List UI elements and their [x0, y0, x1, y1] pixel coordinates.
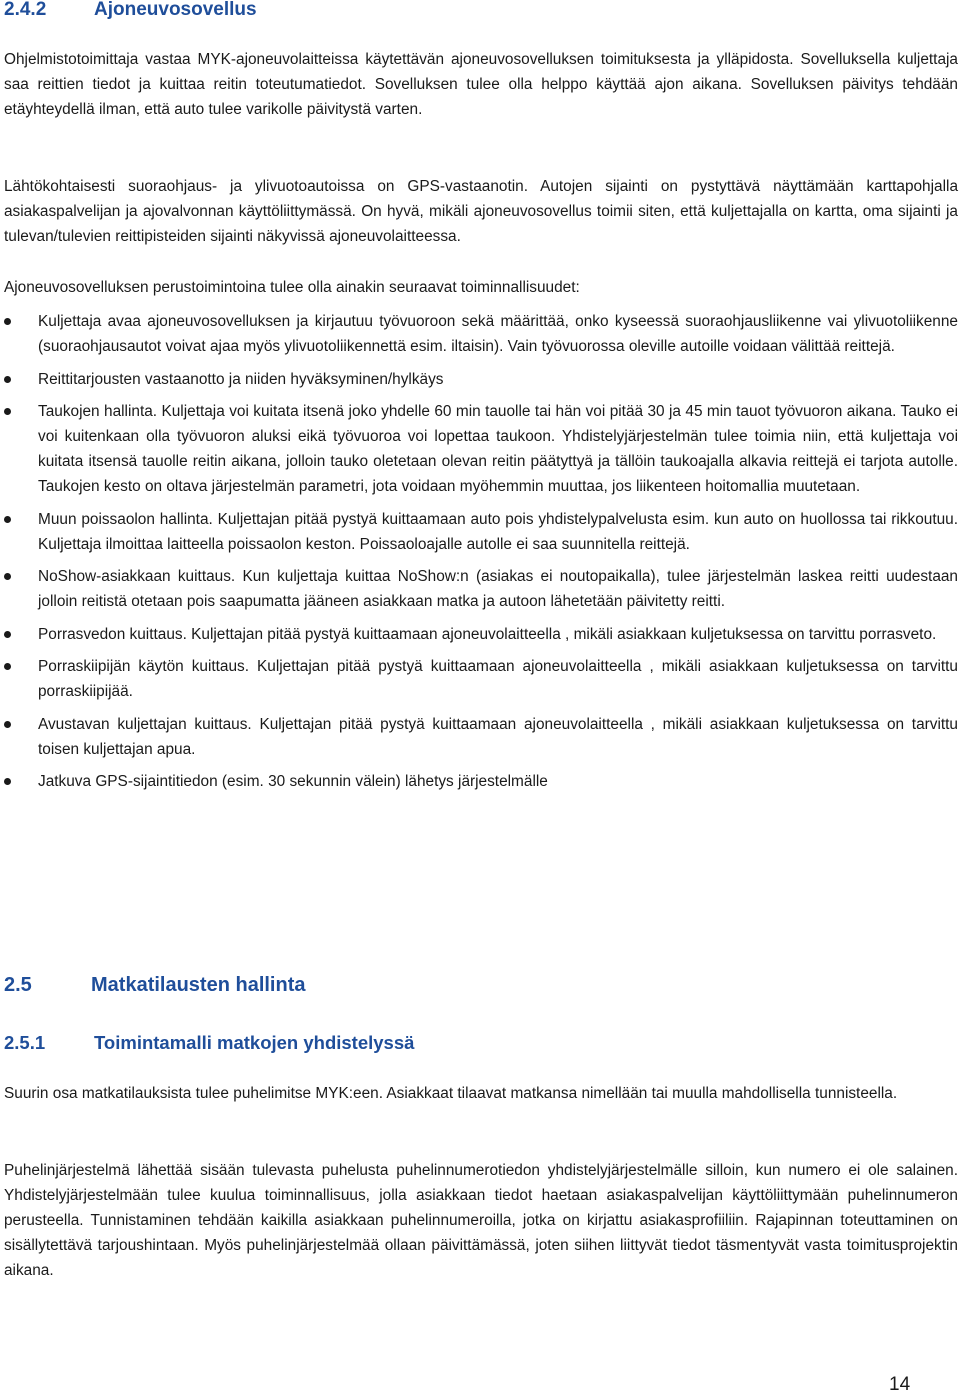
section-title: Toimintamalli matkojen yhdistelyssä	[94, 1032, 415, 1053]
paragraph-text: Ajoneuvosovelluksen perustoimintoina tulee olla ainakin seuraavat toiminnallisuudet:	[4, 279, 580, 296]
section-heading-2-5	[4, 974, 306, 997]
bullet-icon	[4, 778, 11, 785]
paragraph-orders	[4, 1081, 958, 1106]
page-number: 14	[889, 1374, 911, 1395]
list-item	[4, 712, 958, 762]
list-item	[4, 622, 958, 647]
bullet-icon	[4, 318, 11, 325]
list-item-text: Reittitarjousten vastaanotto ja niiden hyväksyminen/hylkäys	[38, 370, 444, 388]
section-title: Matkatilausten hallinta	[91, 974, 306, 996]
paragraph-intro	[4, 47, 958, 122]
section-number: 2.5	[4, 974, 32, 996]
section-title: Ajoneuvosovellus	[94, 0, 257, 20]
paragraph-text: Suurin osa matkatilauksista tulee puhelimitse MYK:een. Asiakkaat tilaavat matkansa nimellään tai muulla mahdollisella tunnisteella.	[4, 1085, 898, 1102]
bullet-icon	[4, 663, 11, 670]
list-item	[4, 507, 958, 557]
paragraph-text: Puhelinjärjestelmä lähettää sisään tulevasta puhelusta puhelinnumerotiedon yhdistelyjärjestelmälle silloin, kun numero ei ole salainen. Yhdistelyjärjestelmään tulee kuulua toiminnallisuus, jolla asiakkaan tiedot haetaan asiakaspalvelijan käyttöliittymään puhelinnumeron perusteella. Tunnistaminen tehdään kaikilla asiakkaan puhelinnumeroilla, jotka on kirjattu asiakasprofiiliin. Rajapinnan toteuttaminen on sisällytettävä tarjoushintaan. Myös puhelinjärjestelmää ollaan päivittämässä, joten siihen liittyvät tiedot täsmentyvät vasta toimitusprojektin aikana.	[4, 1162, 958, 1279]
feature-list	[4, 309, 958, 802]
list-item	[4, 399, 958, 499]
paragraph-gps	[4, 174, 958, 249]
list-item	[4, 564, 958, 614]
list-item	[4, 367, 958, 392]
bullet-icon	[4, 376, 11, 383]
list-item-text: Porraskiipijän käytön kuittaus. Kuljettajan pitää pystyä kuittaamaan ajoneuvolaitteella , mikäli asiakkaan kuljetuksessa on tarvittu porraskiipijää.	[38, 658, 958, 700]
list-item	[4, 309, 958, 359]
list-item-text: Porrasvedon kuittaus. Kuljettajan pitää pystyä kuittaamaan ajoneuvolaitteella , mikäli asiakkaan kuljetuksessa on tarvittu porrasveto.	[38, 625, 937, 643]
list-item-text: NoShow-asiakkaan kuittaus. Kun kuljettaja kuittaa NoShow:n (asiakas ei noutopaikalla), tulee järjestelmän laskea reitti uudestaan jolloin reitistä otetaan pois saapumatta jääneen asiakkaan matka ja autoon lähetetään päivitetty reitti.	[38, 568, 958, 610]
section-number: 2.4.2	[4, 0, 47, 20]
list-item	[4, 769, 958, 794]
paragraph-text: Lähtökohtaisesti suoraohjaus- ja ylivuotoautoissa on GPS-vastaanotin. Autojen sijainti on pystyttävä näyttämään karttapohjalla asiakaspalvelijan ja ajovalvonnan käyttöliittymässä. On hyvä, mikäli ajoneuvosovellus toimii siten, että kuljettajalla on kartta, oma sijainti ja tulevan/tulevien reittipisteiden sijainti näkyvissä ajoneuvolaitteessa.	[4, 178, 958, 245]
bullet-icon	[4, 721, 11, 728]
list-item-text: Muun poissaolon hallinta. Kuljettajan pitää pystyä kuittaamaan auto pois yhdistelypalvelusta esim. kun auto on huollossa tai rikkoutuu. Kuljettaja ilmoittaa laitteella poissaolon keston. Poissaoloajalle autolle ei saa suunnitella reittejä.	[38, 510, 958, 553]
list-item	[4, 654, 958, 704]
section-heading-2-4-2	[4, 0, 257, 21]
paragraph-text: Ohjelmistotoimittaja vastaa MYK-ajoneuvolaitteissa käytettävän ajoneuvosovelluksen toimituksesta ja ylläpidosta. Sovelluksella kuljettaja saa reittien tiedot ja kuittaa reitin toteutumatiedot. Sovelluksen tulee olla helppo käyttää ajon aikana. Sovelluksen päivitys tehdään etäyhteydellä ilman, että auto tulee varikolle päivitystä varten.	[4, 51, 958, 118]
list-item-text: Avustavan kuljettajan kuittaus. Kuljettajan pitää pystyä kuittaamaan ajoneuvolaitteella , mikäli asiakkaan kuljetuksessa on tarvittu toisen kuljettajan apua.	[38, 715, 958, 758]
paragraph-features-intro	[4, 275, 958, 300]
list-item-text: Taukojen hallinta. Kuljettaja voi kuitata itsenä joko yhdelle 60 min tauolle tai hän voi pitää 30 ja 45 min tauot työvuoron aikana. Tauko ei voi kuitenkaan olla työvuoron aluksi eikä työvuoroa voi lopettaa taukoon. Yhdistelyjärjestelmän tulee toimia niin, että kuljettaja voi kuitata itsensä tauolle reitin aikana, jolloin tauko oletetaan olevan reitin päätyttyä ja tällöin taukoajalla alkavia reittejä ei tarjota autolle. Taukojen kesto on oltava järjestelmän parametri, jota voidaan myöhemmin muuttaa, jos liikenteen hoitomallia muutetaan.	[38, 403, 958, 495]
bullet-icon	[4, 408, 11, 415]
bullet-icon	[4, 631, 11, 638]
section-number: 2.5.1	[4, 1032, 46, 1053]
bullet-icon	[4, 573, 11, 580]
bullet-icon	[4, 516, 11, 523]
list-item-text: Jatkuva GPS-sijaintitiedon (esim. 30 sekunnin välein) lähetys järjestelmälle	[38, 773, 548, 790]
list-item-text: Kuljettaja avaa ajoneuvosovelluksen ja kirjautuu työvuoroon sekä määrittää, onko kyseessä suoraohjausliikenne vai ylivuotoliikenne (suoraohjausautot voivat ajaa myös ylivuotoliikennettä esim. iltaisin). Vain työvuorossa oleville autoille voidaan välittää reittejä.	[38, 313, 958, 355]
section-heading-2-5-1	[4, 1032, 414, 1054]
paragraph-phone-system	[4, 1158, 958, 1283]
